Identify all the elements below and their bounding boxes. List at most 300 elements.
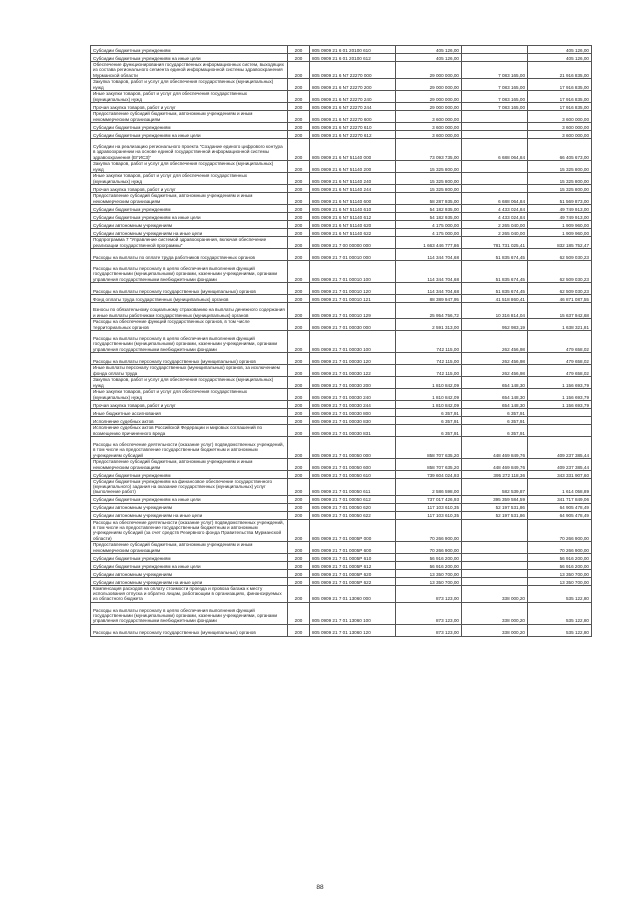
cell-admin: 200: [288, 248, 310, 260]
cell-exec: [462, 172, 528, 184]
cell-code: 805 0909 21 7 01 00010 120: [310, 282, 396, 294]
cell-name: Предоставление субсидий бюджетным, автономным учреждениям и иным некоммерческим организациям: [91, 541, 288, 553]
cell-rest: [528, 408, 592, 416]
table-row: [91, 352, 592, 364]
table-row: [91, 130, 592, 138]
cell-name: Расходы на обеспечение деятельности (оказание услуг) подведомственных учреждений, в том числе на предоставление государственным бюджетным и автономным учреждениям субсидий (за счет средств Резервного фонда Правительства Мурманской области): [91, 519, 288, 541]
cell-admin: 200: [288, 577, 310, 585]
cell-name: Субсидии автономным учреждениям на иные цели: [91, 228, 288, 236]
cell-admin: 200: [288, 503, 310, 511]
cell-exec: 10 316 814,04: [462, 302, 528, 318]
table-row: [91, 602, 592, 624]
cell-exec: 2 265 040,00: [462, 220, 528, 228]
cell-rest: 51 569 873,00: [528, 192, 592, 204]
cell-name: Обеспечение функционирования государственных информационных систем, выходящих из состава регионального сегмента единой информационной системы здравоохранения Мурманской области: [91, 62, 288, 79]
cell-exec: 7 083 165,00: [462, 62, 528, 79]
cell-name: Субсидии бюджетным учреждениям: [91, 204, 288, 212]
table-row: [91, 102, 592, 110]
cell-admin: 200: [288, 416, 310, 424]
cell-rest: [528, 416, 592, 424]
table-row: [91, 569, 592, 577]
cell-name: Субсидии бюджетным учреждениям на иные цели: [91, 212, 288, 220]
cell-plan: 742 115,00: [396, 330, 462, 352]
cell-code: 805 0909 21 6 01 20100 610: [310, 46, 396, 54]
cell-rest: 15 325 800,00: [528, 184, 592, 192]
cell-exec: 262 456,98: [462, 330, 528, 352]
cell-plan: 25 954 756,72: [396, 302, 462, 318]
cell-rest: 13 350 700,00: [528, 577, 592, 585]
cell-name: Иные закупки товаров, работ и услуг для обеспечения государственных (муниципальных) нужд: [91, 388, 288, 400]
cell-plan: 873 123,00: [396, 602, 462, 624]
cell-code: 805 0909 21 7 01 0005Р 610: [310, 553, 396, 561]
cell-code: 805 0909 21 7 01 13060 120: [310, 624, 396, 636]
cell-exec: 338 000,20: [462, 602, 528, 624]
cell-exec: 395 359 584,59: [462, 495, 528, 503]
cell-plan: 405 126,00: [396, 46, 462, 54]
cell-exec: [462, 561, 528, 569]
cell-name: Иные бюджетные ассигнования: [91, 408, 288, 416]
table-body: [91, 46, 592, 637]
cell-admin: 200: [288, 90, 310, 102]
cell-exec: 448 469 849,76: [462, 458, 528, 470]
cell-admin: 200: [288, 478, 310, 495]
cell-admin: 200: [288, 228, 310, 236]
cell-plan: 29 000 000,00: [396, 78, 462, 90]
cell-rest: 1 909 960,00: [528, 220, 592, 228]
cell-rest: 535 122,80: [528, 602, 592, 624]
cell-name: Расходы на выплаты персоналу государственных (муниципальных) органов: [91, 624, 288, 636]
cell-admin: 200: [288, 62, 310, 79]
cell-exec: 4 433 024,84: [462, 212, 528, 220]
cell-code: 805 0909 21 7 01 0005Р 000: [310, 519, 396, 541]
cell-admin: 200: [288, 495, 310, 503]
cell-code: 805 0909 21 6 N7 22270 610: [310, 122, 396, 130]
cell-admin: 200: [288, 561, 310, 569]
cell-exec: 262 456,98: [462, 352, 528, 364]
cell-admin: 200: [288, 172, 310, 184]
cell-name: Расходы на выплаты по оплате труда работников государственных органов: [91, 248, 288, 260]
cell-name: Расходы на выплаты персоналу в целях обеспечения выполнения функций государственными (муниципальными) органами, казенными учреждениями, органами управления государственными внебюджетными фондами: [91, 602, 288, 624]
cell-code: 805 0909 21 7 01 0005Р 612: [310, 561, 396, 569]
cell-exec: [462, 122, 528, 130]
cell-name: Расходы на выплаты персоналу государственных (муниципальных) органов: [91, 282, 288, 294]
cell-exec: [462, 577, 528, 585]
cell-plan: 114 344 704,68: [396, 260, 462, 282]
cell-exec: [462, 160, 528, 172]
cell-name: Предоставление субсидий бюджетным, автономным учреждениям и иным некоммерческим организациям: [91, 192, 288, 204]
cell-exec: 7 083 165,00: [462, 78, 528, 90]
cell-admin: 200: [288, 282, 310, 294]
cell-name: Субсидии бюджетным учреждениям на иные цели: [91, 130, 288, 138]
cell-code: 805 0909 21 7 01 00030 831: [310, 424, 396, 436]
cell-plan: 70 266 900,00: [396, 519, 462, 541]
cell-code: 805 0909 21 6 N7 22270 612: [310, 130, 396, 138]
cell-plan: 3 600 000,00: [396, 122, 462, 130]
cell-admin: 200: [288, 54, 310, 62]
cell-code: 805 0909 21 7 01 00030 800: [310, 408, 396, 416]
cell-name: Иные закупки товаров, работ и услуг для обеспечения государственных (муниципальных) нужд: [91, 90, 288, 102]
cell-code: 805 0909 21 6 N7 22270 000: [310, 62, 396, 79]
cell-plan: 3 600 000,00: [396, 130, 462, 138]
table-row: [91, 470, 592, 478]
cell-plan: 2 591 313,00: [396, 318, 462, 330]
cell-plan: 56 916 200,00: [396, 561, 462, 569]
cell-admin: 200: [288, 364, 310, 376]
cell-code: 805 0909 21 7 01 00010 100: [310, 260, 396, 282]
cell-code: 805 0909 21 7 01 00050 600: [310, 458, 396, 470]
cell-plan: 15 325 800,00: [396, 184, 462, 192]
cell-rest: 17 916 835,00: [528, 102, 592, 110]
cell-plan: 117 103 610,35: [396, 511, 462, 519]
cell-name: Закупка товаров, работ и услуг для обеспечения государственных (муниципальных) нужд: [91, 78, 288, 90]
cell-plan: 1 810 842,09: [396, 376, 462, 388]
cell-exec: 6 357,91: [462, 408, 528, 416]
cell-exec: 2 265 040,00: [462, 228, 528, 236]
cell-name: Фонд оплаты труда государственных (муниципальных) органов: [91, 294, 288, 302]
table-row: [91, 204, 592, 212]
cell-admin: 200: [288, 204, 310, 212]
cell-plan: 1 663 446 777,86: [396, 236, 462, 248]
table-row: [91, 220, 592, 228]
table-row: [91, 110, 592, 122]
cell-rest: 15 325 800,00: [528, 160, 592, 172]
cell-plan: 29 000 000,00: [396, 90, 462, 102]
cell-name: Иные выплаты персоналу государственных (муниципальных) органов, за исключением фонда оплаты труда: [91, 364, 288, 376]
cell-exec: [462, 519, 528, 541]
cell-name: Расходы на выплаты персоналу в целях обеспечения выполнения функций государственными (муниципальными) органами, казенными учреждениями, органами управления государственными внебюджетными фондами: [91, 330, 288, 352]
cell-admin: 200: [288, 408, 310, 416]
table-row: [91, 436, 592, 458]
cell-rest: [528, 424, 592, 436]
cell-admin: 200: [288, 388, 310, 400]
cell-rest: 17 916 835,00: [528, 78, 592, 90]
table-row: [91, 519, 592, 541]
cell-name: Взносы по обязательному социальному страхованию на выплаты денежного содержания и иные выплаты работникам государственных (муниципальных) органов: [91, 302, 288, 318]
cell-name: Субсидии на реализацию регионального проекта "Создание единого цифрового контура в здравоохранении на основе единой государственной информационной системы здравоохранения (ЕГИСЗ)": [91, 138, 288, 160]
cell-exec: [462, 130, 528, 138]
cell-code: 805 0909 21 7 01 00050 611: [310, 478, 396, 495]
cell-admin: 200: [288, 212, 310, 220]
cell-name: Исполнение судебных актов Российской Федерации и мировых соглашений по возмещению причиненного вреда: [91, 424, 288, 436]
cell-code: 805 0909 21 7 00 00000 000: [310, 236, 396, 248]
cell-code: 805 0909 21 6 N7 51140 600: [310, 192, 396, 204]
cell-name: Закупка товаров, работ и услуг для обеспечения государственных (муниципальных) нужд: [91, 160, 288, 172]
cell-exec: 7 083 165,00: [462, 102, 528, 110]
cell-exec: [462, 110, 528, 122]
cell-rest: 479 658,02: [528, 352, 592, 364]
table-row: [91, 172, 592, 184]
cell-admin: 200: [288, 46, 310, 54]
cell-code: 805 0909 21 7 01 13060 100: [310, 602, 396, 624]
cell-name: Подпрограмма 7 "Управление системой здравоохранения, включая обеспечение реализации государственной программы": [91, 236, 288, 248]
cell-rest: 17 916 835,00: [528, 90, 592, 102]
cell-admin: 200: [288, 624, 310, 636]
cell-exec: 654 148,30: [462, 388, 528, 400]
cell-code: 805 0909 21 6 N7 22270 240: [310, 90, 396, 102]
cell-rest: 3 600 000,00: [528, 122, 592, 130]
cell-rest: 15 637 942,68: [528, 302, 592, 318]
cell-rest: 3 600 000,00: [528, 110, 592, 122]
cell-admin: 200: [288, 424, 310, 436]
table-row: [91, 503, 592, 511]
table-row: [91, 160, 592, 172]
cell-plan: 73 093 735,00: [396, 138, 462, 160]
cell-name: Расходы на выплаты персоналу государственных (муниципальных) органов: [91, 352, 288, 364]
cell-exec: 51 835 674,45: [462, 282, 528, 294]
cell-exec: [462, 46, 528, 54]
cell-exec: 51 835 674,45: [462, 260, 528, 282]
cell-code: 805 0909 21 7 01 00030 100: [310, 330, 396, 352]
table-row: [91, 46, 592, 54]
table-row: [91, 388, 592, 400]
cell-rest: 479 658,02: [528, 330, 592, 352]
table-row: [91, 495, 592, 503]
table-row: [91, 192, 592, 204]
cell-code: 805 0909 21 7 01 13060 000: [310, 585, 396, 602]
cell-name: Субсидии бюджетным учреждениям на иные цели: [91, 561, 288, 569]
cell-admin: 200: [288, 160, 310, 172]
cell-admin: 200: [288, 541, 310, 553]
cell-rest: 832 185 752,47: [528, 236, 592, 248]
table-row: [91, 318, 592, 330]
cell-rest: 56 916 200,00: [528, 561, 592, 569]
table-row: [91, 458, 592, 470]
cell-rest: 3 600 000,00: [528, 130, 592, 138]
cell-admin: 200: [288, 400, 310, 408]
cell-rest: 70 266 900,00: [528, 519, 592, 541]
cell-code: 805 0909 21 6 N7 51140 612: [310, 212, 396, 220]
cell-code: 805 0909 21 6 N7 22270 244: [310, 102, 396, 110]
table-row: [91, 408, 592, 416]
cell-plan: 117 103 610,35: [396, 503, 462, 511]
cell-rest: 46 871 087,55: [528, 294, 592, 302]
cell-code: 805 0909 21 6 N7 22270 600: [310, 110, 396, 122]
cell-rest: 1 909 960,00: [528, 228, 592, 236]
cell-plan: 56 916 200,00: [396, 553, 462, 561]
cell-name: Расходы на обеспечение функций государственных органов, в том числе территориальных органов: [91, 318, 288, 330]
cell-name: Иные закупки товаров, работ и услуг для обеспечения государственных (муниципальных) нужд: [91, 172, 288, 184]
cell-admin: 200: [288, 110, 310, 122]
cell-name: Субсидии автономным учреждениям: [91, 569, 288, 577]
cell-exec: 6 357,91: [462, 416, 528, 424]
cell-exec: 582 539,87: [462, 478, 528, 495]
cell-code: 805 0909 21 6 N7 51140 240: [310, 172, 396, 184]
cell-admin: 200: [288, 553, 310, 561]
cell-exec: [462, 54, 528, 62]
table-row: [91, 624, 592, 636]
cell-code: 805 0909 21 7 01 00030 200: [310, 376, 396, 388]
cell-admin: 200: [288, 585, 310, 602]
cell-admin: 200: [288, 318, 310, 330]
cell-plan: 114 344 704,68: [396, 248, 462, 260]
cell-name: Предоставление субсидий бюджетным, автономным учреждениям и иным некоммерческим организациям: [91, 458, 288, 470]
table-row: [91, 260, 592, 282]
cell-code: 805 0909 21 7 01 00050 000: [310, 436, 396, 458]
cell-rest: 66 405 673,00: [528, 138, 592, 160]
table-row: [91, 400, 592, 408]
cell-rest: 1 614 058,89: [528, 478, 592, 495]
cell-admin: 200: [288, 192, 310, 204]
cell-admin: 200: [288, 602, 310, 624]
table-row: [91, 122, 592, 130]
table-row: [91, 478, 592, 495]
cell-admin: 200: [288, 436, 310, 458]
cell-exec: 52 197 531,86: [462, 511, 528, 519]
cell-code: 805 0909 21 7 01 00010 129: [310, 302, 396, 318]
cell-name: Субсидии автономным учреждениям на иные цели: [91, 577, 288, 585]
cell-rest: 64 905 478,49: [528, 503, 592, 511]
cell-exec: 51 835 674,45: [462, 248, 528, 260]
cell-plan: 6 357,91: [396, 408, 462, 416]
cell-rest: 409 237 385,44: [528, 458, 592, 470]
cell-admin: 200: [288, 220, 310, 228]
cell-code: 805 0909 21 6 N7 51140 200: [310, 160, 396, 172]
cell-rest: 1 156 693,79: [528, 400, 592, 408]
cell-plan: 873 123,00: [396, 585, 462, 602]
cell-exec: 262 456,98: [462, 364, 528, 376]
cell-plan: 15 325 800,00: [396, 172, 462, 184]
cell-plan: 4 175 000,00: [396, 220, 462, 228]
cell-rest: 13 350 700,00: [528, 569, 592, 577]
page-number: 88: [316, 884, 324, 891]
cell-admin: 200: [288, 184, 310, 192]
cell-code: 805 0909 21 7 01 00030 240: [310, 388, 396, 400]
cell-rest: 405 126,00: [528, 54, 592, 62]
cell-plan: 1 810 842,09: [396, 388, 462, 400]
table-row: [91, 62, 592, 79]
cell-exec: 4 433 024,84: [462, 204, 528, 212]
cell-plan: 15 325 800,00: [396, 160, 462, 172]
cell-rest: 1 638 321,81: [528, 318, 592, 330]
cell-admin: 200: [288, 302, 310, 318]
table-row: [91, 294, 592, 302]
cell-name: Закупка товаров, работ и услуг для обеспечения государственных (муниципальных) нужд: [91, 376, 288, 388]
cell-plan: 29 000 000,00: [396, 102, 462, 110]
cell-plan: 13 350 700,00: [396, 569, 462, 577]
cell-code: 805 0909 21 7 01 00050 610: [310, 470, 396, 478]
table-row: [91, 553, 592, 561]
cell-exec: [462, 184, 528, 192]
cell-rest: 62 509 030,23: [528, 260, 592, 282]
cell-rest: 341 717 849,06: [528, 495, 592, 503]
cell-plan: 54 182 935,00: [396, 204, 462, 212]
cell-code: 805 0909 21 7 01 00030 244: [310, 400, 396, 408]
cell-admin: 200: [288, 352, 310, 364]
cell-admin: 200: [288, 294, 310, 302]
cell-admin: 200: [288, 470, 310, 478]
cell-admin: 200: [288, 102, 310, 110]
cell-name: Субсидии бюджетным учреждениям на финансовое обеспечение государственного (муниципального) задания на оказание государственных (муниципальных) услуг (выполнение работ): [91, 478, 288, 495]
cell-rest: 409 237 385,44: [528, 436, 592, 458]
cell-name: Субсидии бюджетным учреждениям: [91, 46, 288, 54]
cell-code: 805 0909 21 7 01 00030 830: [310, 416, 396, 424]
cell-name: Прочая закупка товаров, работ и услуг: [91, 102, 288, 110]
cell-code: 805 0909 21 7 01 00050 622: [310, 511, 396, 519]
cell-code: 805 0909 21 7 01 00050 620: [310, 503, 396, 511]
cell-name: Субсидии автономным учреждениям на иные цели: [91, 511, 288, 519]
table-row: [91, 416, 592, 424]
cell-name: Субсидии бюджетным учреждениям на иные цели: [91, 54, 288, 62]
table-row: [91, 282, 592, 294]
cell-exec: [462, 553, 528, 561]
cell-rest: 64 905 478,49: [528, 511, 592, 519]
table-row: [91, 248, 592, 260]
table-row: [91, 577, 592, 585]
cell-exec: 41 518 860,41: [462, 294, 528, 302]
cell-rest: 21 916 835,00: [528, 62, 592, 79]
cell-exec: 6 688 064,84: [462, 138, 528, 160]
cell-name: Субсидии бюджетным учреждениям: [91, 470, 288, 478]
cell-rest: 49 749 913,00: [528, 212, 592, 220]
cell-rest: 535 122,80: [528, 585, 592, 602]
table-row: [91, 236, 592, 248]
cell-rest: 479 658,02: [528, 364, 592, 376]
cell-plan: 858 707 635,20: [396, 458, 462, 470]
cell-plan: 2 586 598,00: [396, 478, 462, 495]
table-row: [91, 561, 592, 569]
cell-rest: 1 156 693,79: [528, 376, 592, 388]
cell-code: 805 0909 21 7 01 0005Р 622: [310, 577, 396, 585]
cell-admin: 200: [288, 519, 310, 541]
cell-plan: 54 182 935,00: [396, 212, 462, 220]
cell-exec: 448 469 849,76: [462, 436, 528, 458]
cell-name: Расходы на обеспечение деятельности (оказание услуг) подведомственных учреждений, в том числе на предоставление государственным бюджетным и автономным учреждениям субсидий: [91, 436, 288, 458]
cell-exec: 654 148,30: [462, 376, 528, 388]
table-row: [91, 184, 592, 192]
cell-name: Субсидии бюджетным учреждениям: [91, 553, 288, 561]
cell-plan: 3 600 000,00: [396, 110, 462, 122]
table-row: [91, 330, 592, 352]
table-row: [91, 54, 592, 62]
cell-exec: 338 000,20: [462, 624, 528, 636]
cell-name: Предоставление субсидий бюджетным, автономным учреждениям и иным некоммерческим организациям: [91, 110, 288, 122]
cell-plan: 1 810 842,09: [396, 400, 462, 408]
cell-name: Прочая закупка товаров, работ и услуг: [91, 184, 288, 192]
cell-name: Расходы на выплаты персоналу в целях обеспечения выполнения функций государственными (муниципальными) органами, казенными учреждениями, органами управления государственными внебюджетными фондами: [91, 260, 288, 282]
cell-admin: 200: [288, 130, 310, 138]
cell-admin: 200: [288, 260, 310, 282]
cell-name: Субсидии автономным учреждениям: [91, 220, 288, 228]
cell-code: 805 0909 21 7 01 00010 000: [310, 248, 396, 260]
table-row: [91, 228, 592, 236]
cell-name: Субсидии бюджетным учреждениям: [91, 122, 288, 130]
cell-code: 805 0909 21 6 N7 51140 244: [310, 184, 396, 192]
table-row: [91, 212, 592, 220]
cell-admin: 200: [288, 330, 310, 352]
cell-code: 805 0909 21 6 N7 51140 610: [310, 204, 396, 212]
cell-plan: 58 287 935,00: [396, 192, 462, 204]
cell-exec: 395 272 118,36: [462, 470, 528, 478]
cell-plan: 858 707 635,20: [396, 436, 462, 458]
cell-exec: 654 148,30: [462, 400, 528, 408]
cell-plan: 88 389 947,95: [396, 294, 462, 302]
cell-plan: 737 017 426,93: [396, 495, 462, 503]
cell-plan: 70 266 900,00: [396, 541, 462, 553]
cell-name: Прочая закупка товаров, работ и услуг: [91, 400, 288, 408]
cell-code: 805 0909 21 6 N7 51140 622: [310, 228, 396, 236]
cell-exec: 7 083 165,00: [462, 90, 528, 102]
cell-exec: 6 357,91: [462, 424, 528, 436]
table-row: [91, 376, 592, 388]
cell-exec: 781 731 025,41: [462, 236, 528, 248]
cell-plan: 6 357,91: [396, 416, 462, 424]
cell-rest: 1 156 693,79: [528, 388, 592, 400]
cell-name: Субсидии бюджетным учреждениям на иные цели: [91, 495, 288, 503]
cell-code: 805 0909 21 7 01 00030 120: [310, 352, 396, 364]
cell-exec: 952 983,19: [462, 318, 528, 330]
table-row: [91, 424, 592, 436]
cell-exec: 338 000,20: [462, 585, 528, 602]
